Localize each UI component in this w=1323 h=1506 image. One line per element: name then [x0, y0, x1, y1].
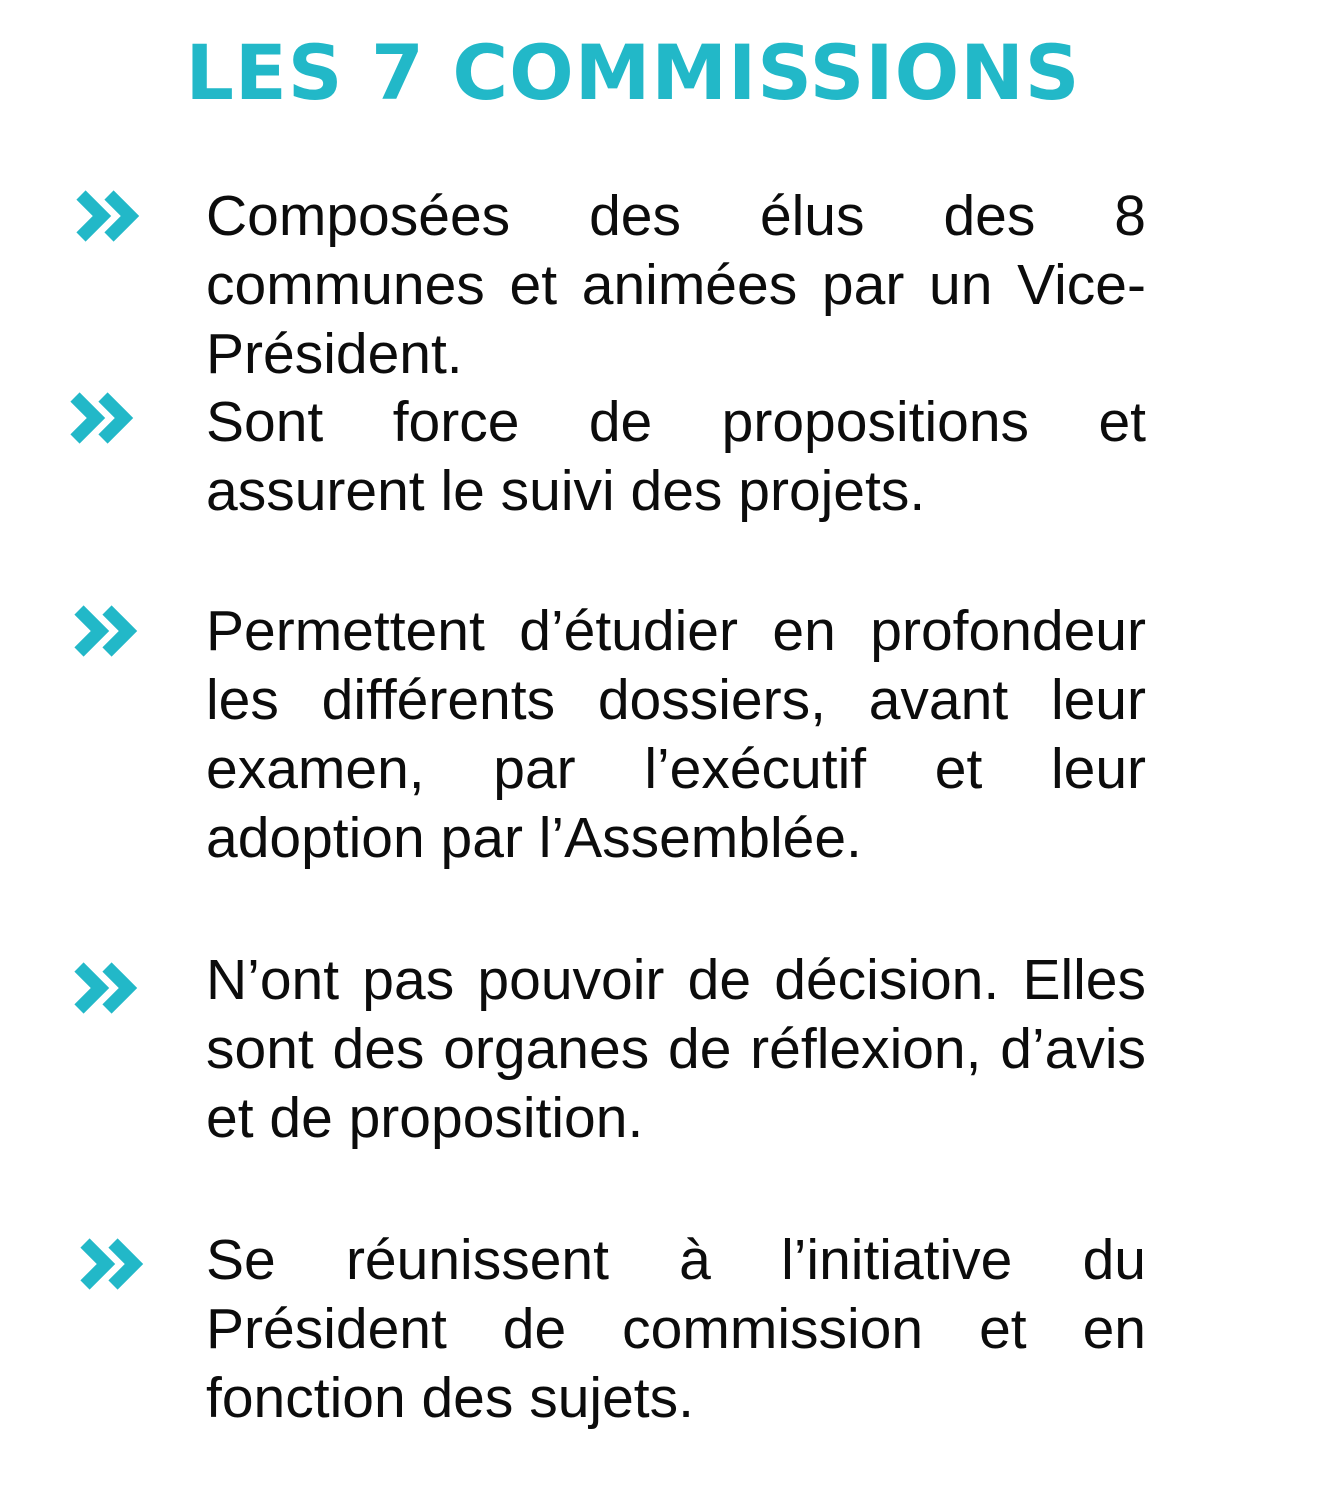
double-chevron-right-icon [74, 960, 140, 1016]
list-item-text: N’ont pas pouvoir de décision. Elles sont des organes de réflexion, d’avis et de proposition. [206, 948, 1146, 1150]
double-chevron-right-icon [70, 390, 136, 446]
page-title: LES 7 COMMISSIONS [185, 28, 1081, 117]
list-item-text: Permettent d’étudier en profondeur les différents dossiers, avant leur examen, par l’exécutif et leur adoption par l’Assemblée. [206, 599, 1146, 870]
double-chevron-right-icon [74, 603, 140, 659]
list-item-text: Sont force de propositions et assurent le suivi des projets. [206, 390, 1146, 523]
list-item-text: Se réunissent à l’initiative du Président de commission et en fonction des sujets. [206, 1228, 1146, 1430]
double-chevron-right-icon [80, 1236, 146, 1292]
list-item-text: Composées des élus des 8 communes et animées par un Vice-Président. [206, 184, 1146, 386]
double-chevron-right-icon [76, 188, 142, 244]
